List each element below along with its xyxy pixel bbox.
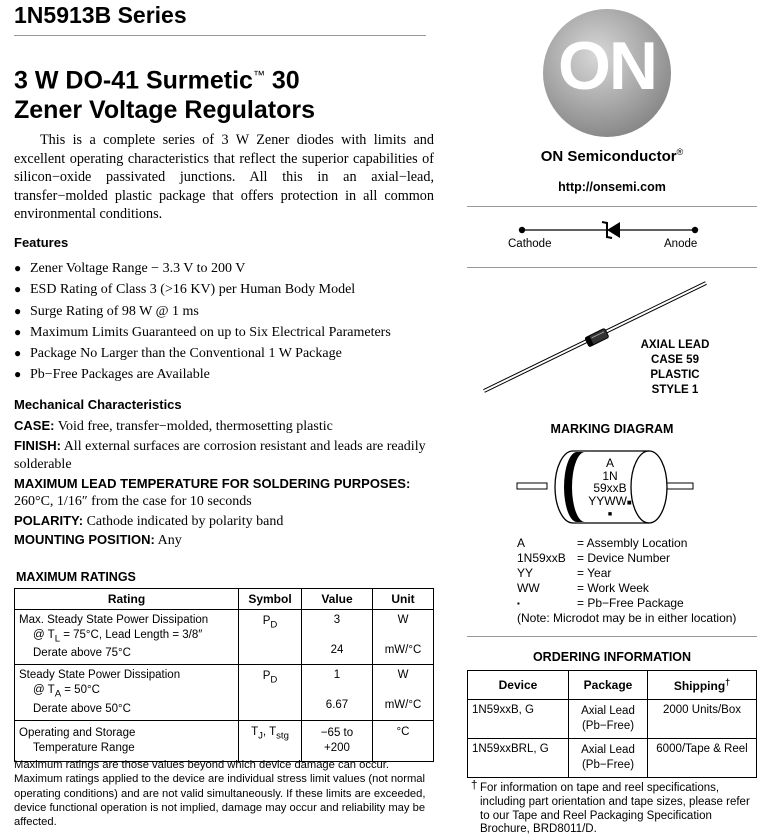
temp-label: MAXIMUM LEAD TEMPERATURE FOR SOLDERING PURPOSES: bbox=[14, 475, 411, 491]
divider bbox=[467, 206, 757, 207]
mechanical-section bbox=[14, 417, 434, 551]
symbol-text: P bbox=[262, 615, 271, 627]
marking-legend bbox=[517, 536, 736, 626]
list-item bbox=[517, 596, 736, 611]
value-text: 1 bbox=[333, 669, 341, 682]
package-line: PLASTIC bbox=[650, 369, 700, 381]
value-text: +200 bbox=[324, 741, 350, 754]
package-text: Axial Lead bbox=[581, 705, 635, 717]
shipping-cell: 2000 Units/Box bbox=[648, 700, 757, 739]
temp-text: 260°C, 1/16″ from the case for 10 seconds bbox=[14, 494, 252, 509]
ratings-table bbox=[14, 588, 434, 762]
ratings-heading: MAXIMUM RATINGS bbox=[16, 570, 136, 584]
diode-triangle-icon bbox=[607, 222, 620, 238]
case-label: CASE: bbox=[14, 418, 55, 433]
table-row bbox=[15, 610, 434, 665]
mounting-text: Any bbox=[157, 533, 182, 548]
legend-code: 1N59xxB bbox=[517, 551, 566, 565]
list-item bbox=[517, 536, 736, 551]
list-item bbox=[517, 611, 736, 626]
value-cell bbox=[302, 610, 373, 665]
divider bbox=[467, 636, 757, 637]
rating-text: Temperature Range bbox=[33, 741, 135, 754]
bullet-icon: ● bbox=[14, 261, 22, 275]
col-unit: Unit bbox=[373, 589, 434, 610]
col-value: Value bbox=[302, 589, 373, 610]
legend-code: WW bbox=[517, 581, 540, 595]
company-text: ON Semiconductor bbox=[540, 148, 677, 165]
package-cell bbox=[569, 700, 648, 739]
symbol-cell bbox=[239, 665, 302, 720]
bullet-icon: ● bbox=[14, 367, 22, 382]
list-item bbox=[14, 322, 434, 343]
rating-text: @ T bbox=[33, 629, 55, 641]
subscript: L bbox=[54, 633, 61, 645]
value-text: 6.67 bbox=[325, 699, 349, 712]
shipping-cell: 6000/Tape & Reel bbox=[648, 739, 757, 778]
list-item bbox=[517, 566, 736, 581]
rating-text: Steady State Power Dissipation bbox=[19, 669, 181, 682]
unit-text: mW/°C bbox=[384, 699, 422, 712]
polarity-label: POLARITY: bbox=[14, 512, 84, 528]
marking-code: YYWW bbox=[588, 493, 627, 508]
list-item bbox=[14, 301, 434, 322]
rating-text: Derate above 50°C bbox=[33, 702, 131, 715]
legend-desc: = Device Number bbox=[577, 551, 671, 565]
legend-note: (Note: Microdot may be in either location) bbox=[517, 611, 737, 625]
intro-paragraph: This is a complete series of 3 W Zener diodes with limits and excellent operating characteristics that reflect the superior capabilities of silicon−oxide passivated junctions. All this in an axial−lead, transfer−molded plastic package that offers protection in all common environmental conditions. bbox=[14, 132, 434, 222]
legend-desc: = Pb−Free Package bbox=[577, 596, 684, 610]
bullet-icon: ● bbox=[14, 346, 22, 361]
list-item bbox=[517, 551, 736, 566]
legend-code: A bbox=[517, 536, 526, 550]
table-header-row bbox=[15, 589, 434, 610]
legend-desc: = Year bbox=[577, 566, 612, 580]
divider bbox=[467, 267, 757, 268]
feature-text: Zener Voltage Range − 3.3 V to 200 V bbox=[30, 261, 246, 276]
legend-desc: = Assembly Location bbox=[577, 536, 688, 550]
series-title: 1N5913B Series bbox=[14, 2, 187, 28]
unit-text: W bbox=[397, 669, 409, 682]
marking-line bbox=[580, 495, 640, 510]
title-number: 30 bbox=[271, 66, 300, 95]
rating-condition bbox=[19, 683, 234, 701]
finish-label: FINISH: bbox=[14, 437, 61, 453]
col-device: Device bbox=[468, 671, 569, 700]
col-package: Package bbox=[569, 671, 648, 700]
rating-cell bbox=[15, 610, 239, 665]
ordering-table bbox=[467, 670, 757, 778]
unit-cell bbox=[373, 720, 434, 761]
title-subtitle: Zener Voltage Regulators bbox=[14, 96, 315, 125]
package-line: STYLE 1 bbox=[651, 384, 699, 396]
dagger-symbol: † bbox=[725, 677, 731, 687]
feature-text: Maximum Limits Guaranteed on up to Six Electrical Parameters bbox=[30, 324, 391, 340]
list-item bbox=[14, 343, 434, 364]
header-divider bbox=[14, 35, 426, 36]
unit-text: W bbox=[397, 614, 409, 626]
legend-desc: = Work Week bbox=[577, 581, 649, 595]
marking-diagram-title: MARKING DIAGRAM bbox=[550, 422, 674, 436]
case-text: Void free, transfer−molded, thermosetting plastic bbox=[57, 419, 333, 434]
marking-line: 59xxB bbox=[593, 481, 627, 495]
left-lead bbox=[517, 483, 547, 489]
bullet-icon: ● bbox=[14, 303, 22, 318]
package-line: CASE 59 bbox=[651, 354, 699, 366]
unit-text: mW/°C bbox=[384, 644, 422, 656]
subscript: stg bbox=[276, 729, 289, 741]
ratings-note: Maximum ratings are those values beyond which device damage can occur. Maximum ratings applied to the device are individual stress limit values (not normal operating conditions) and are not valid simultaneously. If these limits are exceeded, device functional operation is not implied, damage may occur and reliability may be affected. bbox=[14, 759, 426, 829]
feature-text: Pb−Free Packages are Available bbox=[30, 367, 210, 383]
subscript: D bbox=[270, 619, 278, 631]
table-row bbox=[468, 739, 757, 778]
diode-symbol-diagram bbox=[467, 210, 757, 260]
bullet-icon: ● bbox=[14, 324, 22, 339]
subscript: D bbox=[270, 674, 278, 686]
rating-text: @ T bbox=[33, 684, 55, 697]
rating-text: Operating and Storage bbox=[19, 726, 136, 739]
rating-cell bbox=[15, 720, 239, 761]
symbol-text: P bbox=[262, 670, 271, 683]
title-main: 3 W DO-41 Surmetic bbox=[14, 66, 253, 95]
value-cell bbox=[302, 665, 373, 720]
feature-text: Surge Rating of 98 W @ 1 ms bbox=[30, 303, 199, 319]
diode-body bbox=[585, 328, 609, 347]
marking-line: 1N bbox=[602, 468, 618, 483]
package-text: (Pb−Free) bbox=[581, 759, 635, 771]
features-heading: Features bbox=[14, 235, 69, 250]
list-item bbox=[14, 364, 434, 385]
col-symbol: Symbol bbox=[239, 589, 302, 610]
company-url-link[interactable]: http://onsemi.com bbox=[558, 180, 666, 194]
unit-cell bbox=[373, 610, 434, 665]
value-cell bbox=[302, 720, 373, 761]
symbol-text: , T bbox=[262, 725, 277, 738]
package-info bbox=[620, 338, 730, 398]
logo-text: ON bbox=[558, 28, 656, 104]
rating-text: = 75°C, Lead Length = 3/8″ bbox=[60, 629, 203, 641]
unit-cell bbox=[373, 665, 434, 720]
list-item bbox=[14, 279, 434, 300]
trademark-symbol: ™ bbox=[252, 68, 265, 82]
package-line: AXIAL LEAD bbox=[640, 339, 710, 351]
ordering-footnote bbox=[472, 782, 762, 837]
finish-text: All external surfaces are corrosion resistant and leads are readily solderable bbox=[14, 438, 426, 472]
legend-code: YY bbox=[517, 566, 534, 580]
list-item bbox=[517, 581, 736, 596]
col-shipping-text: Shipping bbox=[673, 679, 726, 693]
unit-text: °C bbox=[396, 725, 410, 738]
value-text: −65 to bbox=[320, 726, 354, 739]
value-text: 24 bbox=[330, 644, 344, 656]
ordering-title: ORDERING INFORMATION bbox=[532, 650, 692, 664]
package-text: (Pb−Free) bbox=[581, 720, 635, 732]
col-rating: Rating bbox=[15, 589, 239, 610]
rating-cell bbox=[15, 665, 239, 720]
anode-label: Anode bbox=[664, 238, 698, 250]
cathode-label: Cathode bbox=[508, 238, 552, 250]
microdot-icon: ■ bbox=[607, 511, 613, 518]
mounting-label: MOUNTING POSITION: bbox=[14, 532, 155, 547]
symbol-text: T bbox=[251, 725, 259, 738]
microdot-icon: ■ bbox=[626, 497, 632, 507]
legend-code: ▪ bbox=[517, 599, 520, 608]
feature-text: Package No Larger than the Conventional 1 W Package bbox=[30, 346, 342, 362]
subscript: A bbox=[54, 688, 62, 700]
package-text: Axial Lead bbox=[581, 744, 635, 756]
feature-text: ESD Rating of Class 3 (>16 KV) per Human Body Model bbox=[30, 282, 356, 298]
dagger-symbol: † bbox=[471, 780, 478, 792]
company-name bbox=[467, 147, 757, 165]
on-semiconductor-logo[interactable] bbox=[543, 9, 671, 137]
mechanical-heading: Mechanical Characteristics bbox=[14, 397, 182, 412]
symbol-cell bbox=[239, 610, 302, 665]
registered-symbol: ® bbox=[676, 147, 684, 157]
rating-text: Max. Steady State Power Dissipation bbox=[19, 614, 209, 626]
table-header-row bbox=[468, 671, 757, 700]
device-cell: 1N59xxB, G bbox=[468, 700, 569, 739]
marking-text bbox=[580, 457, 640, 522]
page-title bbox=[14, 60, 315, 125]
marking-line: A bbox=[605, 456, 614, 470]
subscript: J bbox=[258, 729, 263, 741]
rating-text: Derate above 75°C bbox=[33, 647, 131, 660]
footnote-text: For information on tape and reel specifications, including part orientation and tape sizes, please refer to our Tape and Reel Packaging Specification Brochure, BRD8011/D. bbox=[480, 782, 750, 836]
bullet-icon: ● bbox=[14, 282, 22, 297]
features-list bbox=[14, 258, 434, 386]
rating-text: = 50°C bbox=[61, 684, 100, 697]
polarity-text: Cathode indicated by polarity band bbox=[86, 513, 284, 529]
col-shipping bbox=[648, 671, 757, 700]
list-item bbox=[14, 258, 434, 279]
table-row bbox=[15, 665, 434, 720]
symbol-cell bbox=[239, 720, 302, 761]
package-cell bbox=[569, 739, 648, 778]
device-cell: 1N59xxBRL, G bbox=[468, 739, 569, 778]
table-row bbox=[15, 720, 434, 761]
rating-condition bbox=[19, 628, 234, 646]
table-row bbox=[468, 700, 757, 739]
value-text: 3 bbox=[333, 614, 341, 626]
